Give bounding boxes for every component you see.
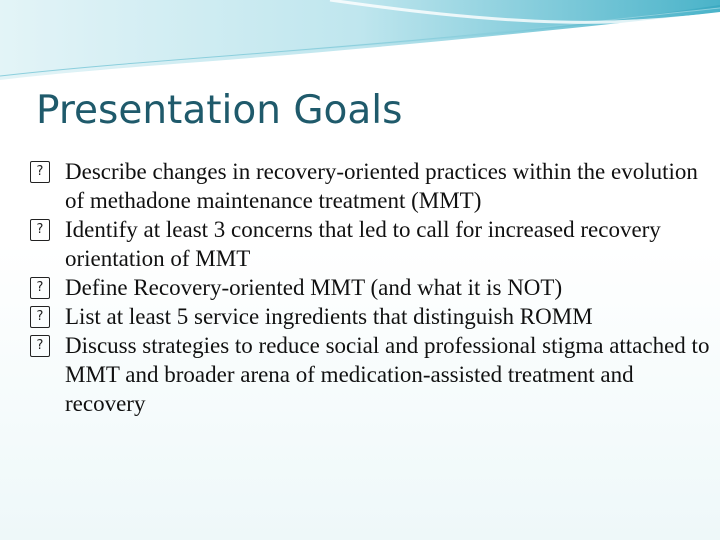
goal-text: Describe changes in recovery-oriented practices within the evolution of methadone maintenance treatment (MMT)	[65, 159, 698, 213]
goal-text: Discuss strategies to reduce social and professional stigma attached to MMT and broader arena of medication-assisted treatment and recovery	[65, 333, 710, 416]
bullet-glyph-icon: ?	[30, 161, 50, 183]
bullet-glyph-icon: ?	[30, 219, 50, 241]
bullet-glyph-icon: ?	[30, 335, 50, 357]
goal-item	[30, 302, 710, 331]
bullet-glyph-icon: ?	[30, 277, 50, 299]
goals-list	[30, 157, 710, 418]
bullet-glyph-icon: ?	[30, 306, 50, 328]
header-wave-decoration	[0, 0, 720, 100]
slide-title: Presentation Goals	[36, 88, 403, 133]
goal-text: List at least 5 service ingredients that distinguish ROMM	[65, 304, 593, 329]
goal-text: Define Recovery-oriented MMT (and what it is NOT)	[65, 275, 563, 300]
goal-text: Identify at least 3 concerns that led to call for increased recovery orientation of MMT	[65, 217, 661, 271]
goal-item	[30, 273, 710, 302]
goal-item	[30, 157, 710, 215]
goal-item	[30, 331, 710, 418]
goal-item	[30, 215, 710, 273]
